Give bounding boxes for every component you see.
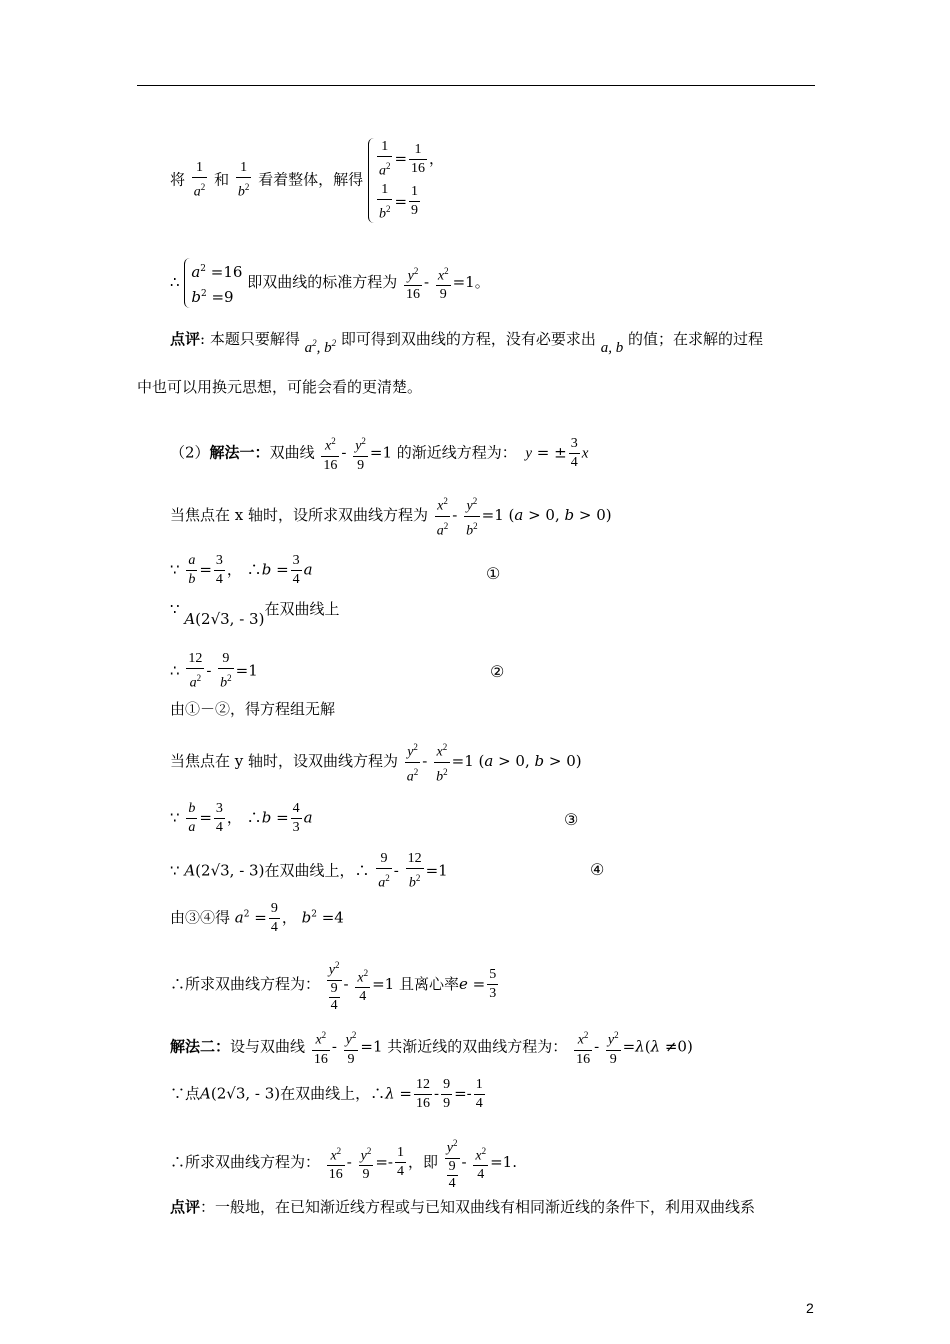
result-1: ∴所求双曲线方程为： $y^2$ 9 4 - $\frac{x^2}{4}$ =1 且离心率e = $\frac{5}{3}$ [170, 956, 500, 1014]
equation-system-2: $a^2 =16$ $b^2 =9$ [184, 258, 242, 308]
solve-34: 由③④得 $a^2$ = $\frac{9}{4}$ ， $b^2 =4$ [170, 901, 344, 935]
mark-3: ③ [564, 810, 579, 829]
substitute-line-1: ∴ $\frac{12}{a^2}$ - $\frac{9}{b^2}$ =1 [170, 651, 258, 691]
header-rule [137, 85, 815, 86]
case-x-axis: 当焦点在 x 轴时，设所求双曲线方程为 $\frac{x^2}{a^2}$ - $\frac{y^2}{b^2}$ =1 (a > 0, b > 0) [170, 492, 612, 540]
method2-intro: 解法二：设与双曲线 $\frac{x^2}{16}$ - $\frac{y^2}{9}$ =1 共渐近线的双曲线方程为： $\frac{x^2}{16}$ - $\frac{y^2}{9}$ =λ(λ ≠0) [170, 1026, 693, 1069]
ratio-line-2: ∵ $\frac{b}{a}$ = $\frac{3}{4}$ ， ∴b = $\frac{4}{3}$ a [170, 801, 313, 835]
point-line-1: ∵ A(2√3, - 3)在双曲线上 [170, 600, 340, 628]
mark-4: ④ [590, 860, 605, 879]
lambda-line: ∵点A(2√3, - 3)在双曲线上，∴λ = $\frac{12}{16}$ - $\frac{9}{9}$ =- $\frac{1}{4}$ [170, 1077, 483, 1111]
comment-2: 点评：一般地，在已知渐近线方程或与已知双曲线有相同渐近线的条件下，利用双曲线系 [170, 1198, 756, 1216]
point-line-2: ∵ A(2√3, - 3)在双曲线上，∴ $\frac{9}{a^2}$ - $\frac{12}{b^2}$ =1 [170, 851, 448, 891]
case-y-axis: 当焦点在 y 轴时，设双曲线方程为 $\frac{y^2}{a^2}$ - $\frac{x^2}{b^2}$ =1 (a > 0, b > 0) [170, 738, 582, 786]
no-solution: 由①－②，得方程组无解 [170, 700, 336, 718]
mark-1: ① [486, 564, 501, 583]
result-2: ∴所求双曲线方程为： $\frac{x^2}{16}$ - $\frac{y^2}{9}$ =- $\frac{1}{4}$ ，即 $y^2$ 9 4 - $\frac{x^2}{4}$ =1. [170, 1134, 517, 1192]
ratio-line-1: ∵ $\frac{a}{b}$ = $\frac{3}{4}$ ， ∴b = $\frac{3}{4}$ a [170, 553, 313, 587]
comment-1: 点评: 本题只要解得 $a^2$, $b^2$ 即可得到双曲线的方程，没有必要求出 a, b 的值；在求解的过程 [170, 330, 763, 356]
comment-1-cont: 中也可以用换元思想，可能会看的更清楚。 [137, 378, 423, 396]
page-number: 2 [806, 1300, 814, 1316]
mark-2: ② [490, 662, 505, 681]
line-standard-equation: ∴ $a^2 =16$ $b^2 =9$ 即双曲线的标准方程为 $\frac{y^2}{16}$ - $\frac{x^2}{9}$ =1。 [170, 258, 490, 308]
equation-system-1: $\frac{1}{a^2}$ = $\frac{1}{16}$ ， $\frac{1}{b^2}$ = $\frac{1}{9}$ [368, 138, 444, 223]
line-solve-system: 将 $\frac{1}{a^2}$ 和 $\frac{1}{b^2}$ 看着整体，解得 $\frac{1}{a^2}$ = $\frac{1}{16}$ ， $\frac{1}{b^2}$ = $\frac{1}{9}$ [170, 139, 445, 222]
method1-intro: （2）解法一：双曲线 $\frac{x^2}{16}$ - $\frac{y^2}{9}$ =1 的渐近线方程为： y = ± $\frac{3}{4}$ x [170, 432, 588, 475]
